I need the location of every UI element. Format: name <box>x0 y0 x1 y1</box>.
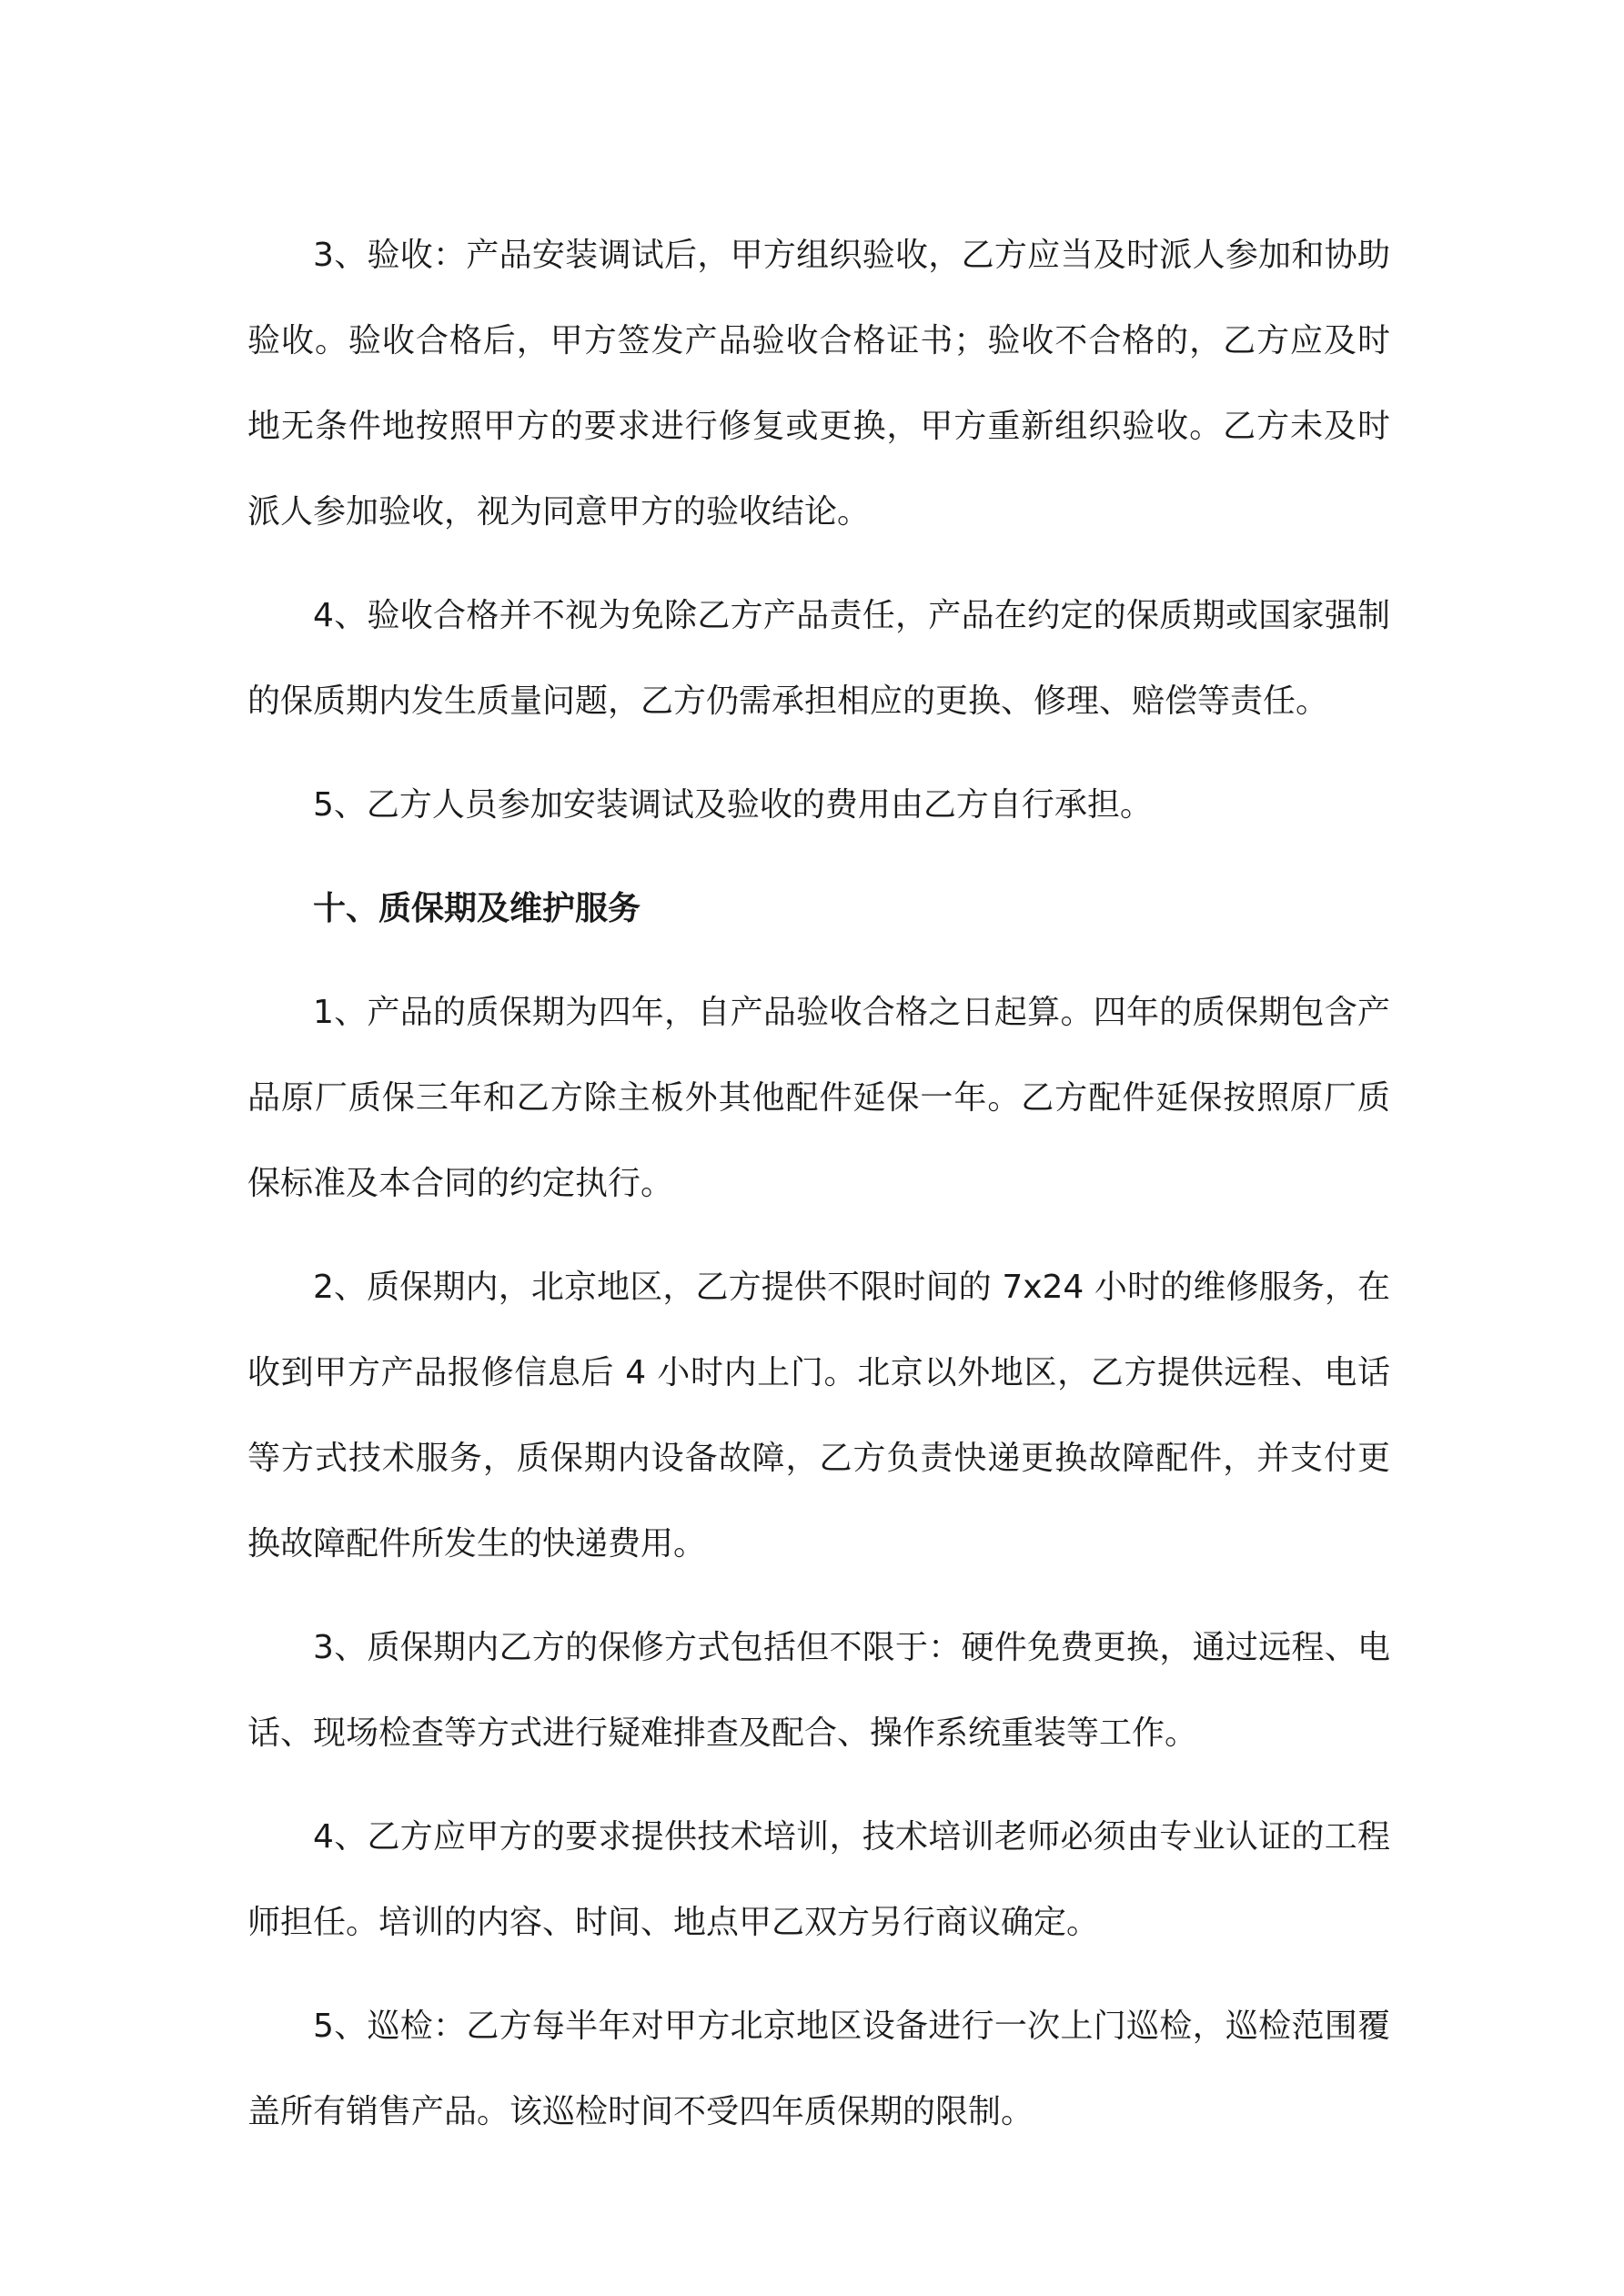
warranty-clause-4: 4、乙方应甲方的要求提供技术培训，技术培训老师必须由专业认证的工程师担任。培训的内容、时间、地点甲乙双方另行商议确定。 <box>247 1818 1390 1941</box>
acceptance-clause-5: 5、乙方人员参加安装调试及验收的费用由乙方自行承担。 <box>313 786 1153 824</box>
section-heading-warranty: 十、质保期及维护服务 <box>313 890 641 927</box>
warranty-clause-1: 1、产品的质保期为四年，自产品验收合格之日起算。四年的质保期包含产品原厂质保三年和乙方除主板外其他配件延保一年。乙方配件延保按照原厂质保标准及本合同的约定执行。 <box>247 994 1390 1202</box>
acceptance-clause-4: 4、验收合格并不视为免除乙方产品责任，产品在约定的保质期或国家强制的保质期内发生质量问题，乙方仍需承担相应的更换、修理、赔偿等责任。 <box>247 597 1390 720</box>
warranty-clause-5: 5、巡检：乙方每半年对甲方北京地区设备进行一次上门巡检，巡检范围覆盖所有销售产品。该巡检时间不受四年质保期的限制。 <box>247 2008 1390 2130</box>
warranty-clause-2: 2、质保期内，北京地区，乙方提供不限时间的 7x24 小时的维修服务，在收到甲方产品报修信息后 4 小时内上门。北京以外地区，乙方提供远程、电话等方式技术服务，质保期内设备故障，乙方负责快递更换故障配件，并支付更换故障配件所发生的快递费用。 <box>247 1269 1390 1563</box>
acceptance-clause-3: 3、验收：产品安装调试后，甲方组织验收，乙方应当及时派人参加和协助验收。验收合格后，甲方签发产品验收合格证书；验收不合格的，乙方应及时地无条件地按照甲方的要求进行修复或更换，甲方重新组织验收。乙方未及时派人参加验收，视为同意甲方的验收结论。 <box>247 237 1390 531</box>
document-body <box>247 213 1390 2173</box>
warranty-clause-3: 3、质保期内乙方的保修方式包括但不限于：硬件免费更换，通过远程、电话、现场检查等方式进行疑难排查及配合、操作系统重装等工作。 <box>247 1629 1390 1752</box>
